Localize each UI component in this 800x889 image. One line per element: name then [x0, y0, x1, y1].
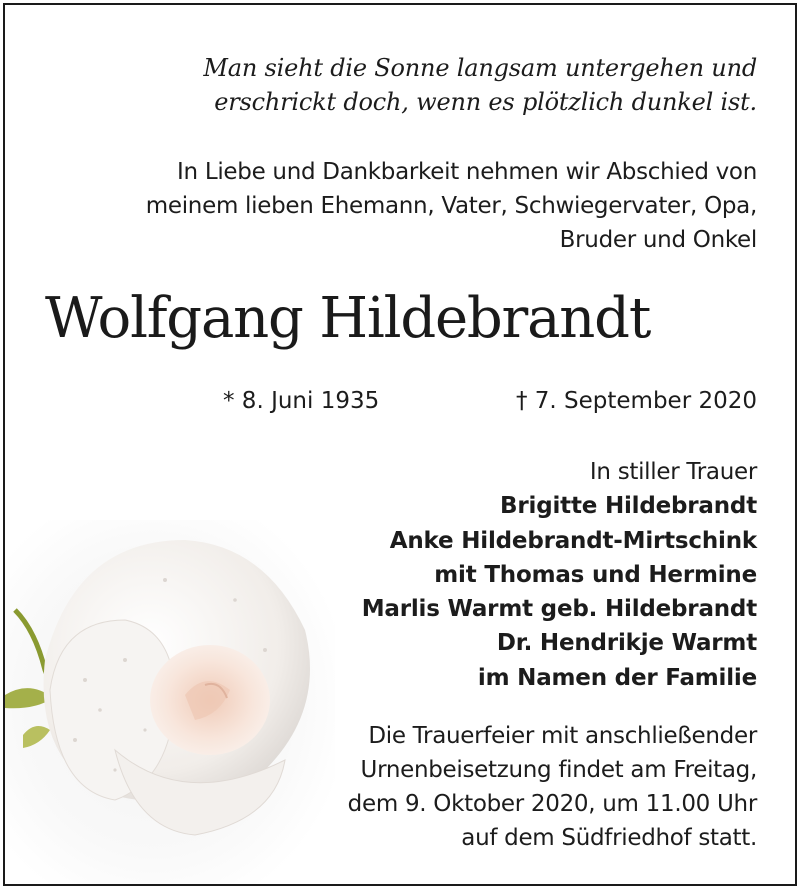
death-date: † 7. September 2020	[515, 388, 757, 414]
intro-line: In Liebe und Dankbarkeit nehmen wir Abschied von	[177, 159, 757, 185]
motto-line: Man sieht die Sonne langsam untergehen und	[203, 54, 757, 82]
mourner-name: Dr. Hendrikje Warmt	[496, 630, 757, 657]
funeral-service-info	[348, 719, 757, 855]
service-line: auf dem Südfriedhof statt.	[461, 825, 757, 851]
birth-date: * 8. Juni 1935	[223, 388, 380, 414]
farewell-intro	[146, 155, 757, 257]
intro-line: Bruder und Onkel	[559, 227, 757, 253]
motto-line: erschrickt doch, wenn es plötzlich dunkel ist.	[214, 88, 757, 116]
deceased-name: Wolfgang Hildebrandt	[45, 286, 651, 351]
intro-line: meinem lieben Ehemann, Vater, Schwiegervater, Opa,	[145, 193, 757, 219]
mourner-name: Anke Hildebrandt-Mirtschink	[389, 527, 757, 554]
white-rose-icon	[5, 520, 335, 884]
mourner-name: Marlis Warmt geb. Hildebrandt	[361, 596, 757, 623]
motto-quote	[203, 51, 757, 119]
service-line: Urnenbeisetzung findet am Freitag,	[360, 757, 757, 783]
service-line: Die Trauerfeier mit anschließender	[368, 723, 757, 749]
mourners-list	[362, 455, 757, 695]
mourner-name: Brigitte Hildebrandt	[500, 493, 757, 520]
service-line: dem 9. Oktober 2020, um 11.00 Uhr	[347, 791, 757, 817]
mourners-heading: In stiller Trauer	[589, 459, 757, 485]
obituary-notice	[3, 3, 797, 886]
mourner-name: mit Thomas und Hermine	[434, 561, 757, 588]
mourner-name: im Namen der Familie	[477, 664, 757, 691]
